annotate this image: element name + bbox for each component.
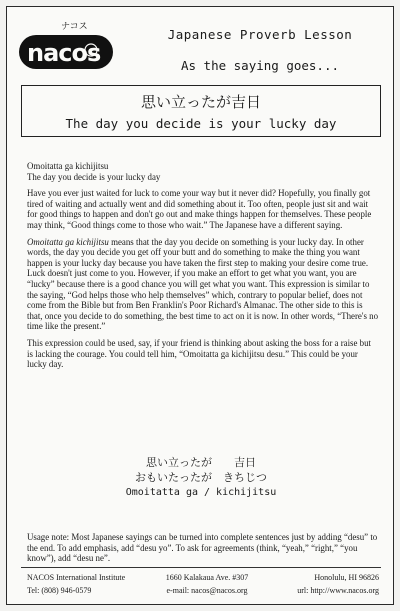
proverb-title-box xyxy=(21,85,381,137)
paragraph-intro: Have you ever just waited for luck to come your way but it never did? Hopefully, you finally got tired of waiting and actually went and did something about it. Too often, people just sit and wait for good things to happen and don't go out and make things happen for themselves. These people may think, “Good things come to those who wait.” The Japanese have a different saying. xyxy=(27,188,372,230)
paragraph-meaning-text: means that the day you decide on something is your lucky day. In other words, the day you decide you get off your butt and do something to make the thing you want happen is your lucky day because you have taken the first step to making your desire come true. Luck doesn't just come to you. However, if you make an effort to get what you want, you are “lucky” because there is a good chance you will get what you want. This expression is similar to the saying, “God helps those who help themselves” which, contrary to popular belief, does not come from the Bible but from Ben Franklin's Poor Richard's Almanac. The other side to this is that, once you decide to do something, the best time to act on it is now. In other words, “There's no time like the present.” xyxy=(27,236,379,332)
svg-text:ナコス: ナコス xyxy=(61,22,88,32)
usage-note: Usage note: Most Japanese sayings can be turned into complete sentences just by adding “desu” to the end. To add emphasis, add “desu yo”. To ask for agreements (think, “yeah,” “right,” “you know”), add “desu ne”. xyxy=(27,532,378,564)
footer-org: NACOS International Institute xyxy=(27,573,126,582)
lesson-sheet xyxy=(6,6,394,605)
footer-url[interactable]: url: http://www.nacos.org xyxy=(297,586,379,595)
proverb-breakdown xyxy=(7,455,395,500)
lesson-title: Japanese Proverb Lesson xyxy=(167,27,353,42)
proverb-japanese: 思い立ったが吉日 xyxy=(140,93,261,111)
footer-divider xyxy=(21,567,381,568)
footer-address: 1660 Kalakaua Ave. #307 xyxy=(165,573,249,582)
proverb-italic: Omoitatta ga kichijitsu xyxy=(27,236,109,247)
footer-tel: Tel: (808) 946-0579 xyxy=(27,586,92,595)
nacos-logo xyxy=(17,19,115,73)
footer xyxy=(27,571,379,597)
romaji-line: Omoitatta ga / kichijitsu xyxy=(125,487,277,498)
footer-city: Honolulu, HI 96826 xyxy=(314,573,379,582)
paragraph-usage-example: This expression could be used, say, if your friend is thinking about asking the boss for a raise but is lacking the courage. You could tell him, “Omoitatta ga kichijitsu desu.” This could be your lucky day. xyxy=(27,337,372,370)
romaji-heading: Omoitatta ga kichijitsu xyxy=(27,161,109,171)
kanji-line: 思い立ったが 吉日 xyxy=(146,456,256,469)
proverb-english: The day you decide is your lucky day xyxy=(65,116,337,131)
english-heading: The day you decide is your lucky day xyxy=(27,171,161,182)
paragraph-meaning xyxy=(27,237,379,332)
kana-line: おもいたったが きちじつ xyxy=(135,471,267,484)
lesson-body xyxy=(27,151,379,376)
lesson-tagline: As the saying goes... xyxy=(180,58,340,73)
svg-text:nacos: nacos xyxy=(27,39,101,67)
footer-email[interactable]: e-mail: nacos@nacos.org xyxy=(166,586,248,595)
